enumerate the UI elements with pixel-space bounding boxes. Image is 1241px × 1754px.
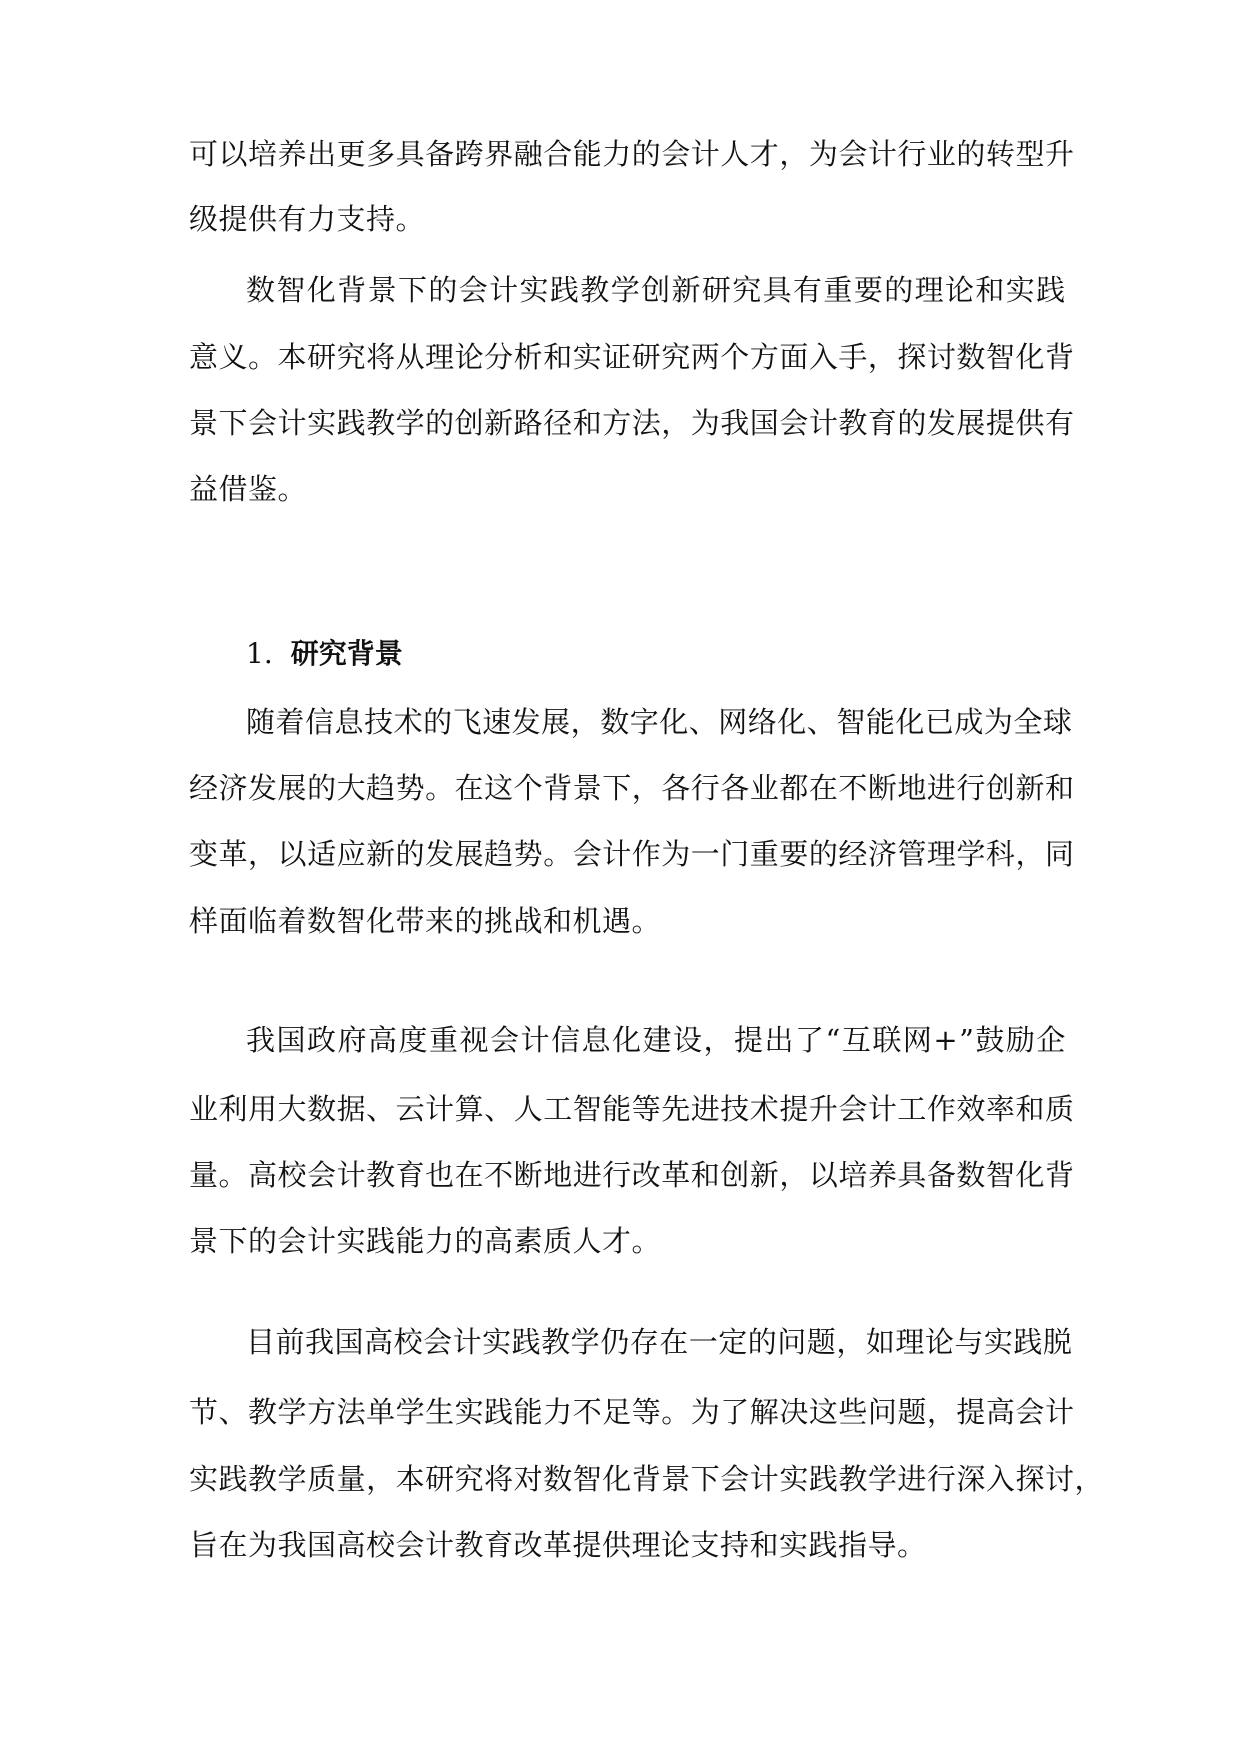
paragraph-line: 目 前 我 国 高 校 会 计 实 践 教 学 仍 存 在 一 定 的 问 题 ， 如 理 论 与 实 践 脱 — [246, 1325, 1073, 1359]
paragraph-line: 可 以 培 养 出 更 多 具 备 跨 界 融 合 能 力 的 会 计 人 才 ， 为 会 计 行 业 的 转 型 升 — [189, 137, 1075, 171]
paragraph-line: 业 利 用 大 数 据 、 云 计 算 、 人 工 智 能 等 先 进 技 术 提 升 会 计 工 作 效 率 和 质 — [189, 1092, 1075, 1126]
paragraph-line: 节 、 教 学 方 法 单 学 生 实 践 能 力 不 足 等 。 为 了 解 决 这 些 问 题 ， 提 高 会 计 — [189, 1395, 1075, 1429]
section-title: 研究背景 — [290, 637, 403, 670]
section-heading — [246, 634, 403, 674]
paragraph-line: 数 智 化 背 景 下 的 会 计 实 践 教 学 创 新 研 究 具 有 重 要 的 理 论 和 实 践 — [246, 273, 1066, 307]
paragraph-line: 益借鉴。 — [189, 472, 308, 506]
paragraph-line: 样面临着数智化带来的挑战和机遇。 — [189, 904, 662, 938]
paragraph-line: 景 下 会 计 实 践 教 学 的 创 新 路 径 和 方 法 ， 为 我 国 会 计 教 育 的 发 展 提 供 有 — [189, 406, 1075, 440]
paragraph-line: 我 国 政 府 高 度 重 视 会 计 信 息 化 建 设 ， 提 出 了 “ 互 联 网 + ” 鼓 励 企 — [246, 1023, 1066, 1057]
paragraph-line: 级提供有力支持。 — [189, 202, 426, 236]
paragraph-line: 经 济 发 展 的 大 趋 势 。 在 这 个 背 景 下 ， 各 行 各 业 都 在 不 断 地 进 行 创 新 和 — [189, 771, 1075, 805]
paragraph-line: 变 革 ， 以 适 应 新 的 发 展 趋 势 。 会 计 作 为 一 门 重 要 的 经 济 管 理 学 科 ， 同 — [189, 837, 1075, 871]
paragraph-line: 旨在为我国高校会计教育改革提供理论支持和实践指导。 — [189, 1528, 927, 1562]
paragraph-line: 随 着 信 息 技 术 的 飞 速 发 展 ， 数 字 化 、 网 络 化 、 智 能 化 已 成 为 全 球 — [246, 705, 1073, 739]
paragraph-line: 意 义 。 本 研 究 将 从 理 论 分 析 和 实 证 研 究 两 个 方 面 入 手 ， 探 讨 数 智 化 背 — [189, 340, 1075, 374]
paragraph-line: 景下的会计实践能力的高素质人才。 — [189, 1224, 662, 1258]
paragraph-line: 实 践 教 学 质 量 ， 本 研 究 将 对 数 智 化 背 景 下 会 计 实 践 教 学 进 行 深 入 探 讨 ， — [189, 1462, 1104, 1496]
section-number: 1. — [246, 637, 273, 670]
paragraph-line: 量 。 高 校 会 计 教 育 也 在 不 断 地 进 行 改 革 和 创 新 ， 以 培 养 具 备 数 智 化 背 — [189, 1158, 1075, 1192]
